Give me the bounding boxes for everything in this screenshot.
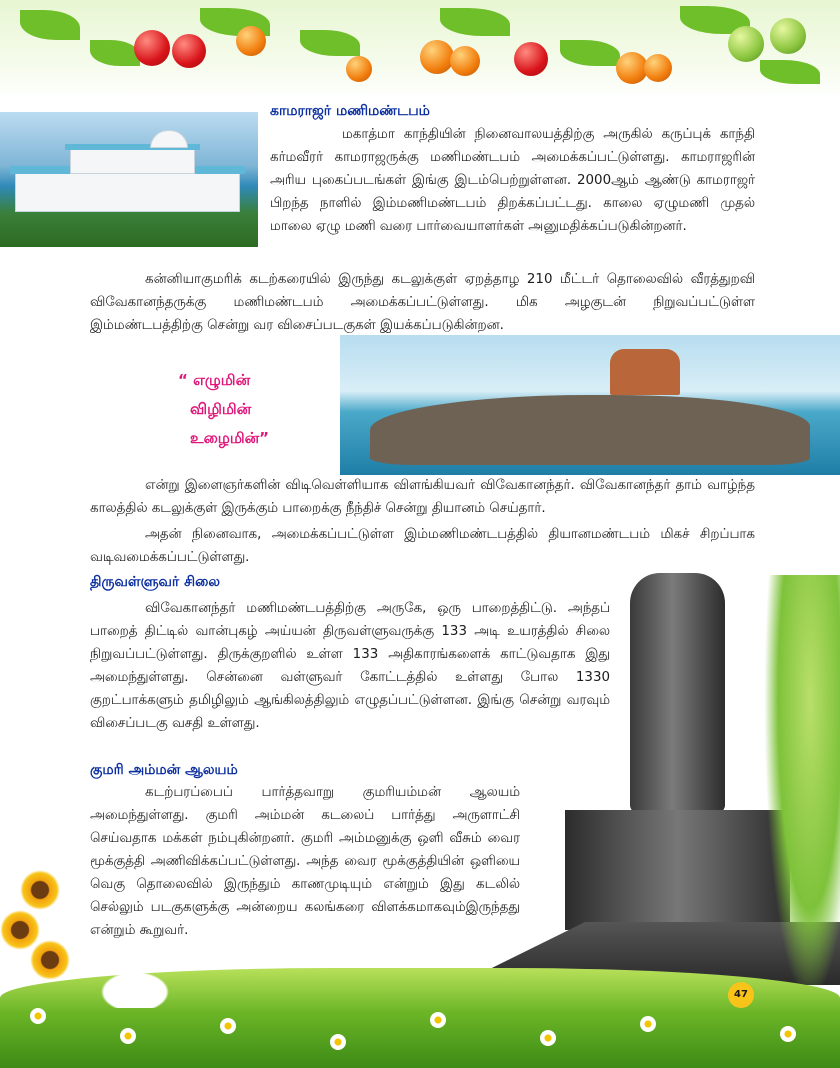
- paragraph-kamaraj: மகாத்மா காந்தியின் நினைவாலயத்திற்கு அருகில் கருப்புக் காந்தி கர்மவீரர் காமராஜருக்கு மணிமண்டபம் அமைக்கப்பட்டுள்ளது. காமராஜரின் அரிய புகைப்படங்கள் இங்கு இடம்பெற்றுள்ளன. 2000ஆம் ஆண்டு காமராஜர் பிறந்த நாளில் இம்மணிமண்டபம் திறக்கப்பட்டது. காலை ஏழுமணி முதல் மாலை ஏழு மணி வரை பார்வையாளர்கள் அனுமதிக்கப்படுகின்றனர்.: [270, 127, 755, 234]
- leaf-icon: [20, 10, 80, 40]
- leaf-icon: [760, 60, 820, 84]
- quote-arise-awake-work: [178, 366, 318, 453]
- leaf-icon: [90, 40, 140, 66]
- paragraph-youth: என்று இளைஞர்களின் விடிவெள்ளியாக விளங்கியவர் விவேகானந்தர். விவேகானந்தர் தாம் வாழ்ந்த காலத்தில் கடலுக்குள் இருக்கும் பாறைக்கு நீந்திச் சென்று தியானம் செய்தார்.: [90, 478, 756, 516]
- leaf-icon: [440, 8, 510, 36]
- guava-icon: [728, 26, 764, 62]
- flower-icon: [220, 1018, 236, 1034]
- paragraph-thiruvalluvar: விவேகானந்தர் மணிமண்டபத்திற்கு அருகே, ஒரு பாறைத்திட்டு. அந்தப் பாறைத் திட்டில் வான்புகழ் அய்யன் திருவள்ளுவருக்கு 133 அடி உயரத்தில் சிலை நிறுவப்பட்டுள்ளது. திருக்குறளில் உள்ள 133 அதிகாரங்களைக் காட்டுவதாக இது அமைந்துள்ளது. சென்னை வள்ளுவர் கோட்டத்தில் உள்ளது போல 1330 குறட்பாக்களும் தமிழிலும் ஆங்கிலத்திலும் எழுதப்பட்டுள்ளன. இங்கு சென்று வரவும் விசைப்படகு வசதி உள்ளது.: [90, 601, 610, 731]
- kamaraj-mandapam-photo: [0, 112, 258, 247]
- flower-icon: [120, 1028, 136, 1044]
- vivekananda-rock-photo: [340, 335, 840, 475]
- apple-icon: [134, 30, 170, 66]
- flower-icon: [540, 1030, 556, 1046]
- paragraph-vivekananda: கன்னியாகுமரிக் கடற்கரையில் இருந்து கடலுக்குள் ஏறத்தாழ 210 மீட்டர் தொலைவில் வீரத்துறவி விவேகானந்தருக்கு மணிமண்டபம் அமைக்கப்பட்டுள்ளது. மிக அழகுடன் நிறுவப்பட்டுள்ள இம்மண்டபத்திற்கு சென்று வர விசைப்படகுகள் இயக்கப்படுகின்றன.: [90, 272, 755, 333]
- apple-icon: [172, 34, 206, 68]
- apple-icon: [514, 42, 548, 76]
- orange-icon: [644, 54, 672, 82]
- paragraph-meditation: அதன் நினைவாக, அமைக்கப்பட்டுள்ள இம்மணிமண்டபத்தில் தியானமண்டபம் மிகச் சிறப்பாக வடிவமைக்கப்பட்டுள்ளது.: [90, 527, 755, 565]
- crane-bird-icon: [95, 968, 175, 1008]
- page-number-badge: 47: [728, 982, 754, 1008]
- tree-decoration: [765, 575, 840, 995]
- leaf-icon: [300, 30, 360, 56]
- heading-kumari-amman-temple: குமரி அம்மன் ஆலயம்: [90, 762, 238, 778]
- sunflower-icon: [30, 940, 70, 980]
- orange-icon: [346, 56, 372, 82]
- sunflower-decoration: [0, 870, 90, 990]
- guava-icon: [770, 18, 806, 54]
- heading-thiruvalluvar-statue: திருவள்ளுவர் சிலை: [90, 574, 220, 590]
- quote-line: உழைமின்”: [190, 429, 270, 447]
- orange-icon: [450, 46, 480, 76]
- heading-kamaraj-mandapam: காமராஜர் மணிமண்டபம்: [270, 103, 430, 119]
- paragraph-kumari-amman: கடற்பரப்பைப் பார்த்தவாறு குமரியம்மன் ஆலயம் அமைந்துள்ளது. குமரி அம்மன் கடலைப் பார்த்து அருளாட்சி செய்வதாக மக்கள் நம்புகின்றனர். குமரி அம்மனுக்கு ஒளி வீசும் வைர மூக்குத்தி அணிவிக்கப்பட்டுள்ளது. அந்த வைர மூக்குத்தியின் ஒளியை வெகு தொலைவில் இருந்தும் காணமுடியும் என்றும் இது கடலில் செல்லும் படகுகளுக்கு அன்றைய கலங்கரை விளக்கமாகவும்இருந்தது என்றும் கூறுவர்.: [90, 785, 520, 938]
- flower-icon: [30, 1008, 46, 1024]
- flower-icon: [430, 1012, 446, 1028]
- orange-icon: [236, 26, 266, 56]
- leaf-icon: [560, 40, 620, 66]
- flower-icon: [780, 1026, 796, 1042]
- flower-icon: [330, 1034, 346, 1050]
- top-foliage-decoration: [0, 0, 840, 100]
- orange-icon: [420, 40, 454, 74]
- sunflower-icon: [20, 870, 60, 910]
- quote-line: விழிமின்: [190, 400, 252, 418]
- quote-line: “ எழுமின்: [178, 371, 251, 389]
- sunflower-icon: [0, 910, 40, 950]
- flower-icon: [640, 1016, 656, 1032]
